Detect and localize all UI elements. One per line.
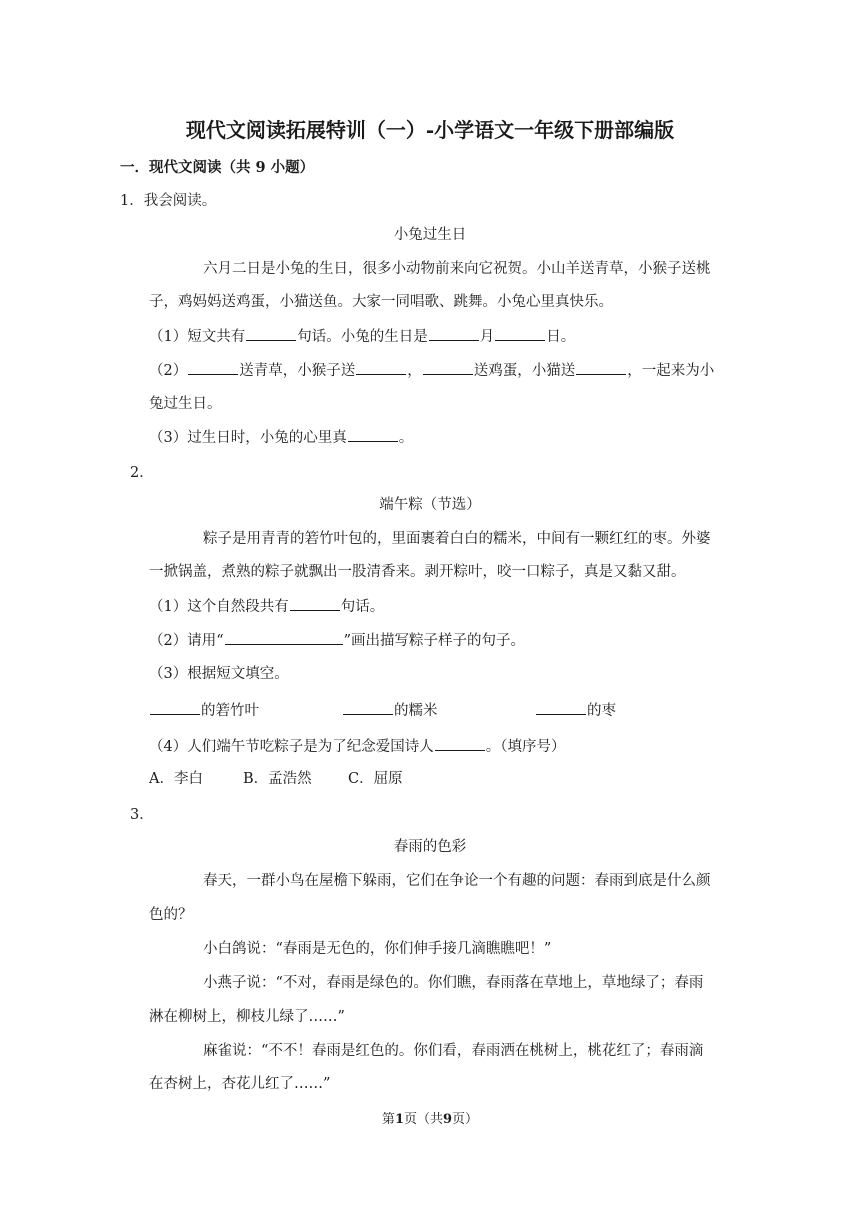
question-text: 月 — [479, 329, 495, 345]
answer-blank[interactable] — [576, 360, 626, 375]
fill-label: 的箬竹叶 — [201, 703, 259, 719]
sub-question-4 — [149, 736, 565, 757]
passage-text: 麻雀说：“不不！春雨是红色的。你们看，春雨洒在桃树上，桃花红了；春雨滴 — [203, 1043, 704, 1059]
question-text: 日。 — [546, 329, 576, 345]
answer-blank[interactable] — [246, 326, 296, 341]
section-heading: 一．现代文阅读（共 9 小题） — [120, 159, 315, 176]
passage-text: 六月二日是小兔的生日，很多小动物前来向它祝贺。小山羊送青草，小猴子送桃 — [203, 261, 711, 277]
option-c[interactable]: C．屈原 — [348, 771, 403, 787]
question-text: ， — [407, 363, 422, 379]
question-text: 句话。小兔的生日是 — [297, 329, 428, 345]
page-footer — [0, 1110, 860, 1130]
question-1-header — [120, 191, 216, 211]
document-title: 现代文阅读拓展特训（一）-小学语文一年级下册部编版 — [185, 118, 675, 142]
answer-blank[interactable] — [188, 360, 238, 375]
passage-text: 一掀锅盖，煮熟的粽子就飘出一股清香来。剥开粽叶，咬一口粽子，真是又黏又甜。 — [149, 564, 686, 580]
question-text: 句话。 — [340, 599, 385, 615]
fill-item — [535, 700, 616, 721]
footer-text: 第 — [381, 1112, 395, 1127]
sub-question-2 — [149, 630, 525, 651]
fill-in-row — [149, 700, 749, 720]
passage-text: 子，鸡妈妈送鸡蛋，小猫送鱼。大家一同唱歌、跳舞。小兔心里真快乐。 — [149, 294, 613, 310]
answer-blank[interactable] — [356, 360, 406, 375]
question-number: 1． — [120, 193, 144, 209]
page-number: 1 — [394, 1112, 404, 1127]
question-text: 送鸡蛋，小猫送 — [473, 363, 576, 379]
sub-question-3: （3）根据短文填空。 — [149, 666, 289, 682]
sub-question-2 — [149, 360, 714, 381]
answer-blank[interactable] — [348, 427, 398, 442]
question-text: ”画出描写粽子样子的句子。 — [343, 633, 526, 649]
question-text: （2） — [149, 363, 188, 379]
fill-item — [149, 700, 259, 721]
answer-blank[interactable] — [495, 326, 545, 341]
passage-text: 小白鸽说：“春雨是无色的，你们伸手接几滴瞧瞧吧！” — [203, 941, 552, 957]
passage-text: 淋在柳树上，柳枝儿绿了……” — [149, 1009, 345, 1025]
footer-text: 页（共 — [403, 1112, 443, 1127]
question-text: （1）这个自然段共有 — [149, 599, 289, 615]
answer-blank[interactable] — [423, 360, 473, 375]
answer-options — [149, 769, 549, 789]
answer-blank[interactable] — [536, 700, 586, 715]
passage-text: 在杏树上，杏花儿红了……” — [149, 1076, 331, 1092]
answer-blank[interactable] — [435, 736, 485, 751]
question-text: （3）过生日时，小兔的心里真 — [149, 430, 347, 446]
question-text: 。 — [398, 430, 414, 446]
passage-title: 端午粽（节选） — [379, 497, 481, 513]
sub-question-2-continued: 兔过生日。 — [149, 396, 222, 412]
answer-blank[interactable] — [290, 596, 340, 611]
passage-text: 春天，一群小鸟在屋檐下躲雨，它们在争论一个有趣的问题：春雨到底是什么颜 — [203, 873, 711, 889]
question-text: ，一起来为小 — [627, 363, 715, 379]
question-text: （2）请用“ — [149, 633, 224, 649]
question-instruction: 我会阅读。 — [143, 193, 217, 209]
answer-blank[interactable] — [150, 700, 200, 715]
fill-label: 的糯米 — [394, 703, 438, 719]
passage-title: 春雨的色彩 — [393, 839, 467, 855]
option-b[interactable]: B．孟浩然 — [243, 771, 312, 787]
fill-label: 的枣 — [587, 703, 616, 719]
passage-text: 色的？ — [149, 907, 193, 923]
passage-title: 小兔过生日 — [393, 227, 467, 243]
page-total: 9 — [443, 1112, 453, 1127]
answer-blank[interactable] — [343, 700, 393, 715]
question-text: 送青草，小猴子送 — [239, 363, 356, 379]
footer-text: 页） — [452, 1112, 479, 1127]
option-a[interactable]: A．李白 — [149, 771, 203, 787]
sub-question-1 — [149, 596, 384, 617]
question-text: （1）短文共有 — [149, 329, 246, 345]
question-2-number: 2． — [130, 465, 154, 481]
answer-blank[interactable] — [429, 326, 479, 341]
passage-text: 小燕子说：“不对，春雨是绿色的。你们瞧，春雨落在草地上，草地绿了；春雨 — [203, 975, 704, 991]
sub-question-3 — [149, 427, 413, 448]
question-text: 。（填序号） — [485, 739, 566, 755]
passage-text: 粽子是用青青的箬竹叶包的，里面裹着白白的糯米，中间有一颗红红的枣。外婆 — [203, 531, 711, 547]
sub-question-1 — [149, 326, 575, 347]
answer-blank[interactable] — [225, 630, 343, 645]
question-text: （4）人们端午节吃粽子是为了纪念爱国诗人 — [149, 739, 434, 755]
fill-item — [342, 700, 438, 721]
question-3-number: 3． — [130, 807, 154, 823]
